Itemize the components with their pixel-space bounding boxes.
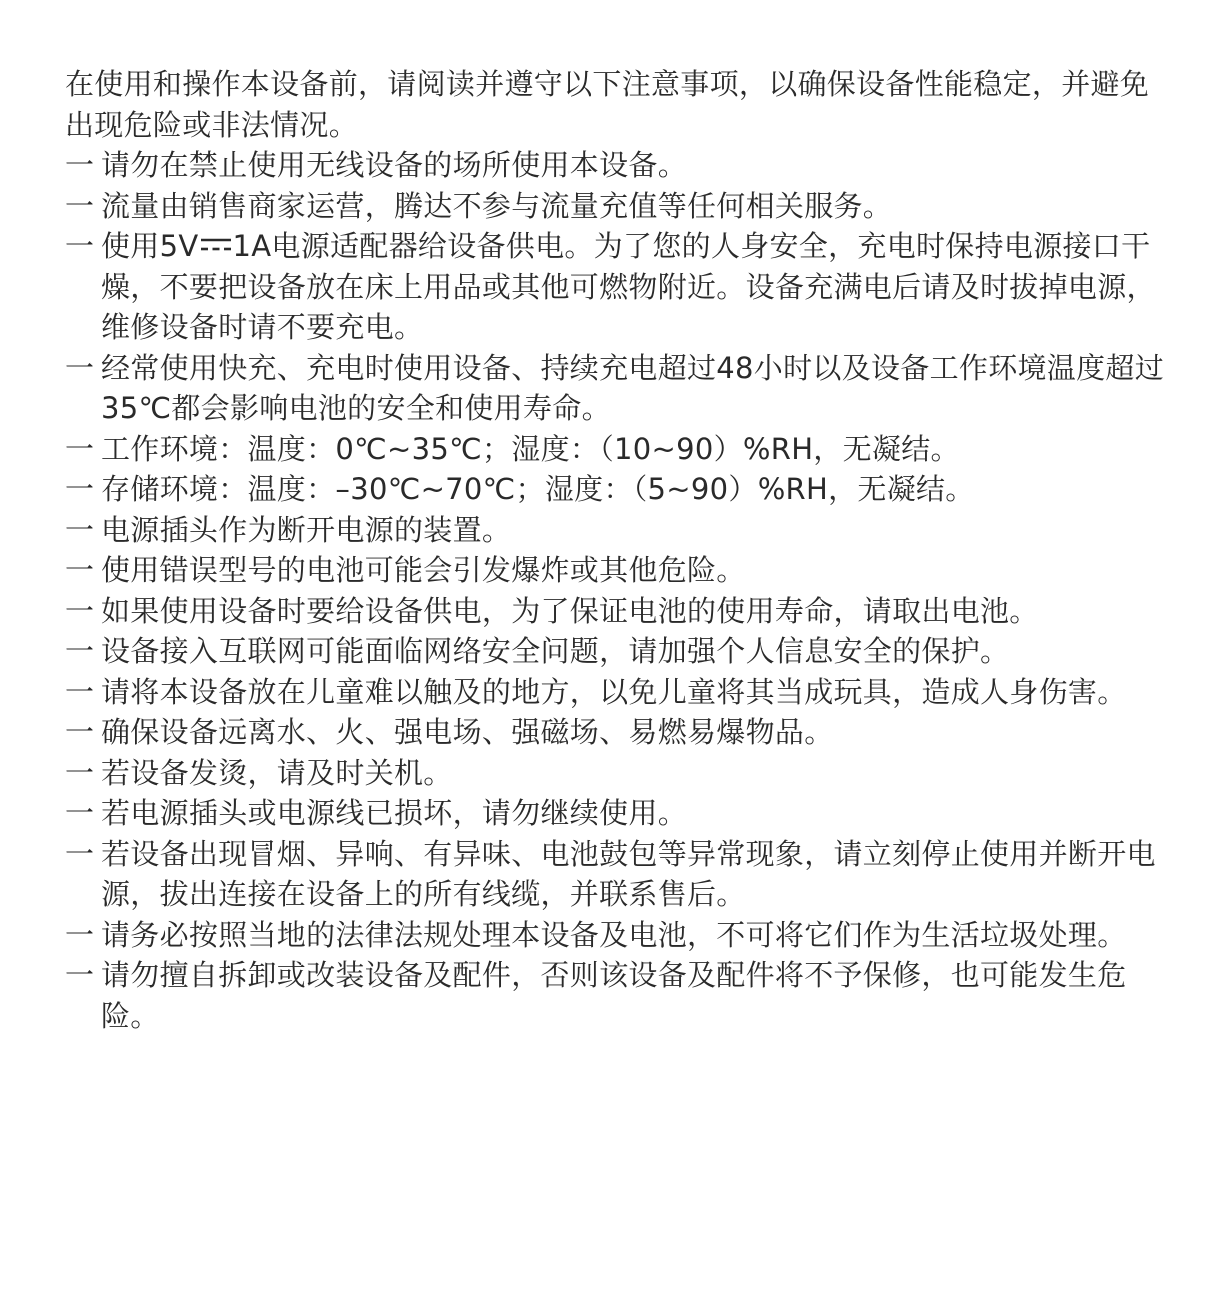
list-item (65, 793, 1170, 834)
bullet: 一 (65, 917, 95, 952)
bullet: 一 (65, 674, 95, 709)
list-item (65, 672, 1170, 713)
list-item (65, 226, 1170, 348)
notice-list (65, 145, 1170, 1036)
item-text: 设备接入互联网可能面临网络安全问题，请加强个人信息安全的保护。 (101, 634, 1010, 668)
item-text: 经常使用快充、充电时使用设备、持续充电超过48小时以及设备工作环境温度超过35℃都会影响电池的安全和使用寿命。 (101, 350, 1165, 425)
list-item (65, 955, 1170, 1036)
item-text-before-symbol: 使用5V (101, 229, 199, 263)
bullet: 一 (65, 634, 95, 668)
bullet: 一 (65, 836, 95, 871)
bullet: 一 (65, 715, 95, 749)
bullet: 一 (65, 431, 95, 466)
item-text: 流量由销售商家运营，腾达不参与流量充值等任何相关服务。 (101, 188, 893, 223)
item-text: 若设备发烫，请及时关机。 (101, 755, 453, 790)
item-text: 电源插头作为断开电源的装置。 (101, 512, 512, 547)
item-text-after-symbol: 1A电源适配器给设备供电。为了您的人身安全，充电时保持电源接口干燥，不要把设备放在床上用品或其他可燃物附近。设备充满电后请及时拔掉电源，维修设备时请不要充电。 (101, 229, 1156, 344)
item-text: 请勿在禁止使用无线设备的场所使用本设备。 (101, 148, 688, 182)
list-item (65, 510, 1170, 551)
item-text: 存储环境：温度：–30℃~70℃；湿度：（5~90）%RH，无凝结。 (101, 472, 975, 506)
list-item (65, 631, 1170, 672)
bullet: 一 (65, 350, 95, 385)
item-text: 若电源插头或电源线已损坏，请勿继续使用。 (101, 796, 688, 830)
bullet: 一 (65, 553, 95, 587)
item-text: 请将本设备放在儿童难以触及的地方，以免儿童将其当成玩具，造成人身伤害。 (101, 674, 1127, 709)
list-item (65, 348, 1170, 429)
dc-current-icon (200, 235, 232, 255)
list-item (65, 469, 1170, 510)
list-item (65, 753, 1170, 794)
item-text: 工作环境：温度：0℃~35℃；湿度：（10~90）%RH，无凝结。 (101, 431, 960, 466)
bullet: 一 (65, 512, 95, 547)
list-item (65, 591, 1170, 632)
list-item (65, 915, 1170, 956)
bullet: 一 (65, 593, 95, 628)
item-text: 确保设备远离水、火、强电场、强磁场、易燃易爆物品。 (101, 715, 834, 749)
item-text: 请务必按照当地的法律法规处理本设备及电池，不可将它们作为生活垃圾处理。 (101, 917, 1127, 952)
bullet: 一 (65, 229, 95, 263)
list-item (65, 712, 1170, 753)
item-text: 使用错误型号的电池可能会引发爆炸或其他危险。 (101, 553, 746, 587)
item-text: 如果使用设备时要给设备供电，为了保证电池的使用寿命，请取出电池。 (101, 593, 1039, 628)
bullet: 一 (65, 796, 95, 830)
bullet: 一 (65, 472, 95, 506)
bullet: 一 (65, 148, 95, 182)
list-item (65, 429, 1170, 470)
bullet: 一 (65, 188, 95, 223)
list-item (65, 186, 1170, 227)
item-text: 请勿擅自拆卸或改装设备及配件，否则该设备及配件将不予保修，也可能发生危险。 (101, 958, 1127, 1033)
list-item (65, 550, 1170, 591)
bullet: 一 (65, 958, 95, 992)
list-item (65, 834, 1170, 915)
bullet: 一 (65, 755, 95, 790)
item-text: 若设备出现冒烟、异响、有异味、电池鼓包等异常现象，请立刻停止使用并断开电源，拔出连接在设备上的所有线缆，并联系售后。 (101, 836, 1156, 911)
intro-paragraph: 在使用和操作本设备前，请阅读并遵守以下注意事项，以确保设备性能稳定，并避免出现危险或非法情况。 (65, 67, 1150, 142)
list-item (65, 145, 1170, 186)
